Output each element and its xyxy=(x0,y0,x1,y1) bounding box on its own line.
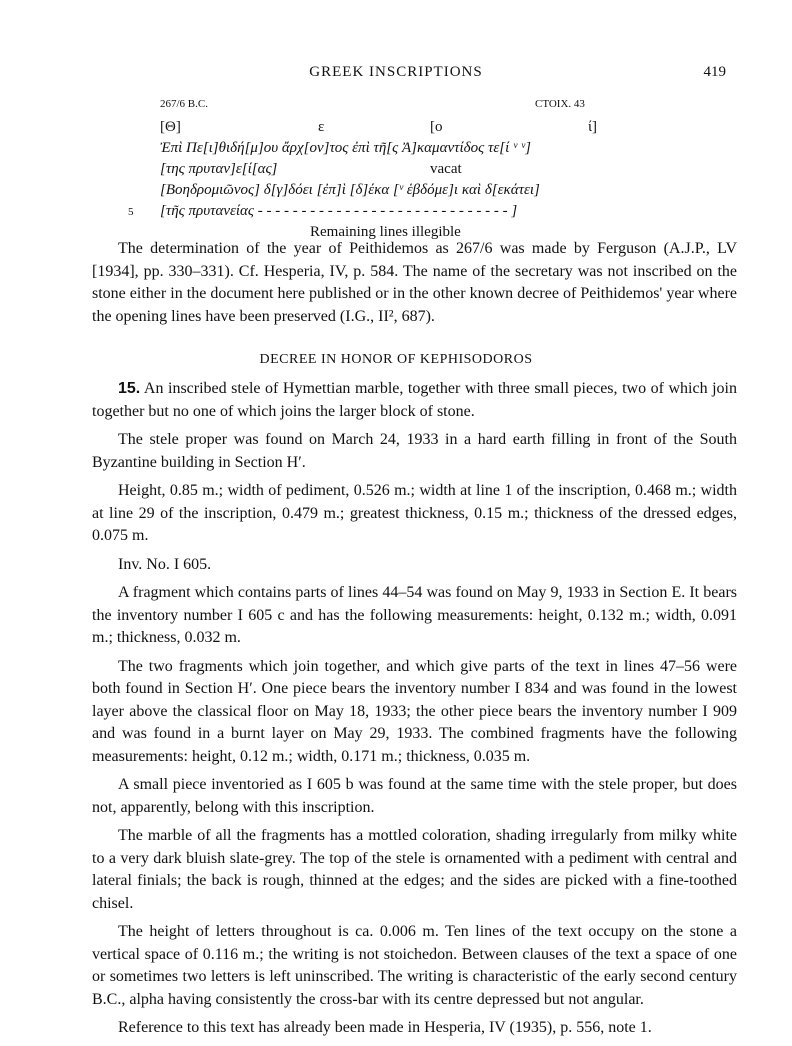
intro-paragraph: The determination of the year of Peithidemos as 267/6 was made by Ferguson (A.J.P., LV [1934], pp. 330–331). Cf. Hesperia, IV, p. 584. The name of the secretary was not inscribed on the stone either in the document here published or in the other known decree of Peithidemos' year where the opening lines have been preserved (I.G., II², 687). xyxy=(92,240,737,325)
paragraph: The stele proper was found on March 24, 1933 in a hard earth filling in front of the South Byzantine building in Section H′. xyxy=(92,431,737,471)
inscription-fragment: ε xyxy=(318,119,325,135)
paragraph-text: An inscribed stele of Hymettian marble, together with three small pieces, two of which join together but no one of which joins the larger block of stone. xyxy=(92,380,737,420)
inscription-block xyxy=(130,98,630,245)
paragraph: Reference to this text has already been made in Hesperia, IV (1935), p. 556, note 1. xyxy=(118,1019,652,1036)
inscription-line xyxy=(130,203,630,224)
paragraph: The two fragments which join together, and which give parts of the text in lines 47–56 were both found in Section H′. One piece bears the inventory number I 834 and was found in the lowest layer above the classical floor on May 18, 1933; the other piece bears the inventory number I 909 and was found in a burnt layer on May 29, 1933. The combined fragments have the following measurements: height, 0.12 m.; width, 0.171 m.; thickness, 0.035 m. xyxy=(92,657,737,765)
inscription-header xyxy=(130,98,630,119)
paragraph: A fragment which contains parts of lines 44–54 was found on May 9, 1933 in Section E. It bears the inventory number I 605 c and has the following measurements: height, 0.132 m.; width, 0.091 m.; thickness, 0.032 m. xyxy=(92,584,737,646)
inscription-text: [τῆς πρυτανείας - - - - - - - - - - - - - - - - - - - - - - - - - - - - - ] xyxy=(160,203,518,219)
intro-section xyxy=(92,238,737,334)
paragraph: Inv. No. I 605. xyxy=(118,555,212,573)
paragraph xyxy=(92,378,737,423)
paragraph: The height of letters throughout is ca. 0.006 m. Ten lines of the text occupy on the stone a vertical space of 0.116 m.; the writing is not stoichedon. Between clauses of the text a space of one or sometimes two letters is left uninscribed. The writing is characteristic of the early second century B.C., alpha having consistently the cross-bar with its centre depressed but not angular. xyxy=(92,923,737,1008)
running-title: GREEK INSCRIPTIONS xyxy=(309,64,483,80)
main-text xyxy=(92,378,737,1046)
section-heading: DECREE IN HONOR OF KEPHISODOROS xyxy=(259,352,533,367)
stoichedon-count: CTOIX. 43 xyxy=(535,98,585,110)
inscription-text: Ἐπὶ Πε[ι]θιδή[μ]ου ἄρχ[ον]τος ἐπὶ τῆ[ς Ἀ]καμαντίδος τε[ί ᵛ ᵛ] xyxy=(160,140,531,156)
line-number: 5 xyxy=(128,206,134,218)
inscription-text: [της πρυταν]ε[ί[ας] xyxy=(160,161,278,177)
paragraph: Height, 0.85 m.; width of pediment, 0.526 m.; width at line 1 of the inscription, 0.468 m.; width at line 29 of the inscription, 0.479 m.; greatest thickness, 0.15 m.; thickness of the dressed edges, 0.075 m. xyxy=(92,482,737,544)
vacat-label: vacat xyxy=(430,161,462,177)
remaining-note: Remaining lines illegible xyxy=(310,224,461,240)
inscription-text: [Βοηδρομιῶνος] δ[γ]δόει [ἐπ]ὶ [δ]έκα [ᵛ ἑβδόμε]ι καὶ δ[εκάτει] xyxy=(160,182,540,198)
page-number: 419 xyxy=(703,64,726,80)
inscription-date: 267/6 B.C. xyxy=(160,98,208,110)
inscription-fragment: ί] xyxy=(588,119,598,135)
inscription-line xyxy=(130,161,630,182)
inscription-fragment: [ο xyxy=(430,119,443,135)
inscription-line xyxy=(130,182,630,203)
inscription-fragment: [Θ] xyxy=(160,119,181,135)
item-number: 15. xyxy=(118,380,141,397)
running-head xyxy=(0,64,792,84)
paragraph: The marble of all the fragments has a mottled coloration, shading irregularly from milky white to a very dark bluish slate-grey. The top of the stele is ornamented with a pediment with central and lateral finials; the back is rough, thinned at the edges; and the sides are picked with a fine-toothed chisel. xyxy=(92,827,737,912)
inscription-line xyxy=(130,119,630,140)
paragraph: A small piece inventoried as I 605 b was found at the same time with the stele proper, but does not, apparently, belong with this inscription. xyxy=(92,776,737,816)
inscription-line xyxy=(130,140,630,161)
